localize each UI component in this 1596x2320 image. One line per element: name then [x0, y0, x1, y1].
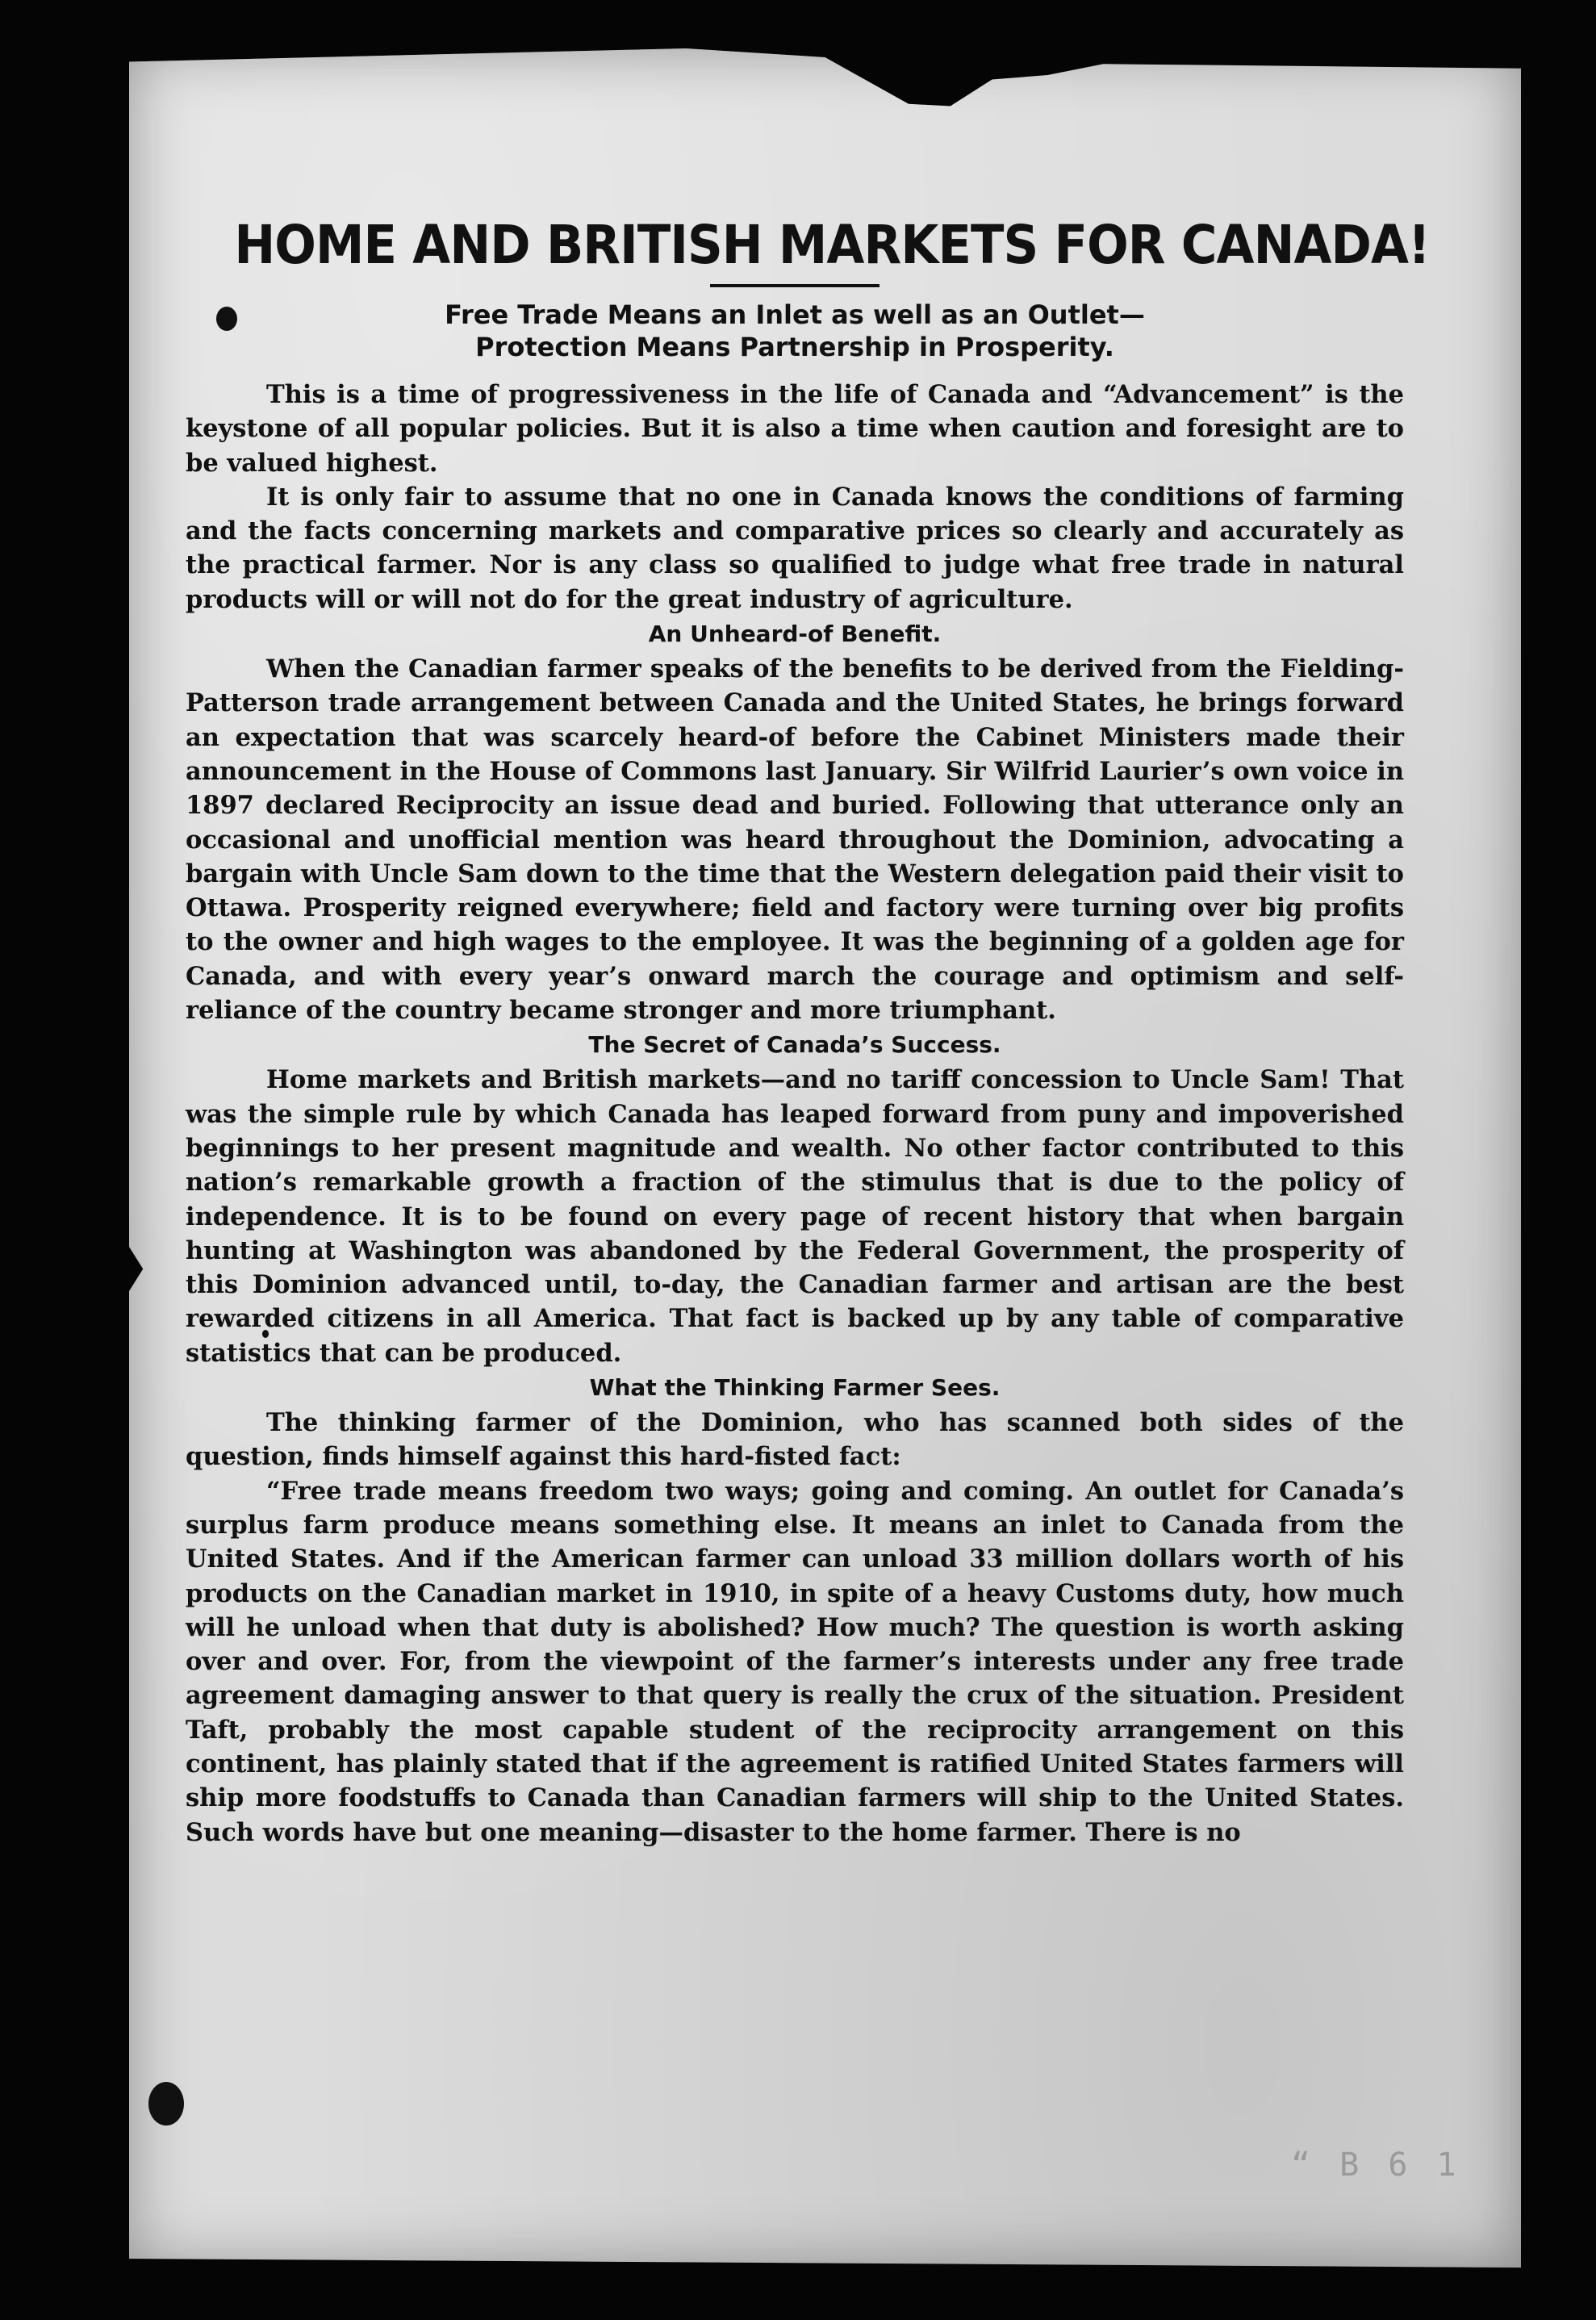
document-title: HOME AND BRITISH MARKETS FOR CANADA!: [234, 214, 1430, 276]
section-heading: An Unheard-of Benefit.: [648, 621, 942, 648]
paragraph: This is a time of progressiveness in the life of Canada and “Advancement” is the keystone of all popular policies. But it is also a time when caution and foresight are to be valued highest.: [186, 380, 1404, 478]
subtitle-line: Free Trade Means an Inlet as well as an Outlet—: [445, 299, 1145, 330]
section-heading: The Secret of Canada’s Success.: [588, 1031, 1001, 1059]
ink-blot: [148, 2082, 184, 2126]
paragraph: “Free trade means freedom two ways; going and coming. An outlet for Canada’s surplus farm produce means something else. It means an inlet to Canada from the United States. And if the American farmer can unload 33 million dollars worth of his products on the Canadian market in 1910, in spite of a heavy Customs duty, how much will he unload when that duty is abolished? How much? The question is worth asking over and over. For, from the viewpoint of the farmer’s interests under any free trade agreement damaging answer to that query is really the crux of the situation. President Taft, probably the most capable student of the reciprocity arrangement on this continent, has plainly stated that if the agreement is ratified United States farmers will ship more foodstuffs to Canada than Canadian farmers will ship to the United States. Such words have but one meaning—disaster to the home farmer. There is no: [186, 1476, 1404, 1847]
subtitle-line: Protection Means Partnership in Prosperity.: [475, 332, 1114, 362]
title-underline: [710, 284, 879, 287]
paragraph: The thinking farmer of the Dominion, who has scanned both sides of the question, finds himself against this hard-fisted fact:: [186, 1408, 1404, 1472]
paragraph: When the Canadian farmer speaks of the benefits to be derived from the Fielding-Patterson trade arrangement between Canada and the United States, he brings forward an expectation that was scarcely heard-of before the Cabinet Ministers made their announcement in the House of Commons last January. Sir Wilfrid Laurier’s own voice in 1897 declared Reciprocity an issue dead and buried. Following that utterance only an occasional and unofficial mention was heard throughout the Dominion, advocating a bargain with Uncle Sam down to the time that the Western delegation paid their visit to Ottawa. Prosperity reigned everywhere; field and factory were turning over big profits to the owner and high wages to the employee. It was the beginning of a golden age for Canada, and with every year’s onward march the courage and optimism and self-reliance of the country became stronger and more triumphant.: [186, 654, 1404, 1026]
archive-stamp: “ B 6 1: [1291, 2147, 1461, 2184]
document-subtitle: [186, 299, 1404, 363]
document-body: [186, 206, 1430, 1850]
section-heading: What the Thinking Farmer Sees.: [589, 1374, 1001, 1402]
paragraph: Home markets and British markets—and no tariff concession to Uncle Sam! That was the simple rule by which Canada has leaped forward from puny and impoverished beginnings to her present magnitude and wealth. No other factor contributed to this nation’s remarkable growth a fraction of the stimulus that is due to the policy of independence. It is to be found on every page of recent history that when bargain hunting at Washington was abandoned by the Federal Government, the prosperity of this Dominion advanced until, to-day, the Canadian farmer and artisan are the best rewarded citizens in all America. That fact is backed up by any table of comparative statistics that can be produced.: [186, 1065, 1404, 1368]
paragraph: It is only fair to assume that no one in Canada knows the conditions of farming and the facts concerning markets and comparative prices so clearly and accurately as the practical farmer. Nor is any class so qualified to judge what free trade in natural products will or will not do for the great industry of agriculture.: [186, 482, 1404, 614]
